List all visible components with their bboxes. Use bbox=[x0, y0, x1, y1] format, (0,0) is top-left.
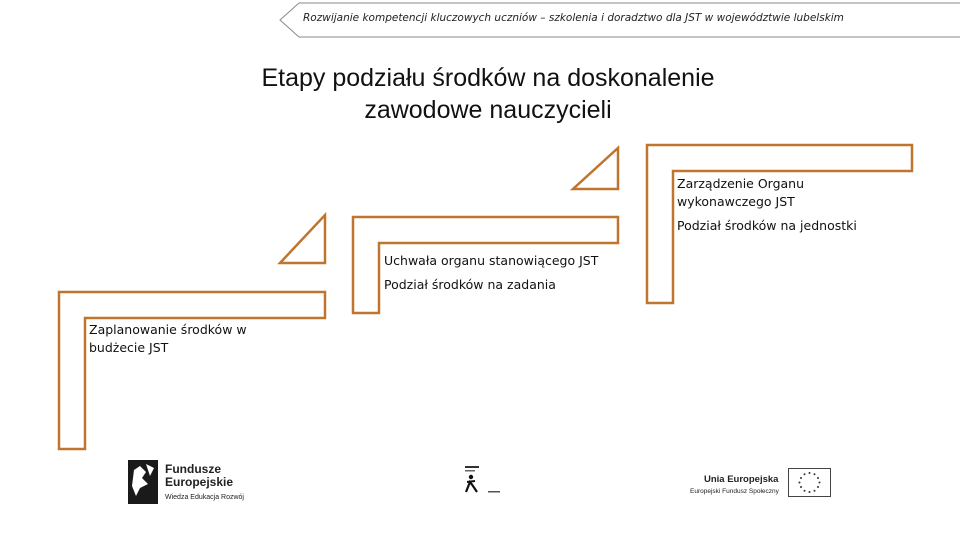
step-2-arrow bbox=[573, 148, 618, 189]
person-logo-icon bbox=[459, 464, 504, 496]
step-1-arrow bbox=[280, 215, 325, 263]
eu-line2: Europejski Fundusz Społeczny bbox=[690, 488, 779, 495]
fe-star-logo-icon bbox=[128, 460, 158, 504]
fe-logo-text bbox=[165, 463, 244, 504]
eu-logo-text bbox=[690, 474, 779, 498]
step-2-line1: Uchwała organu stanowiącego JST bbox=[384, 253, 599, 268]
eu-flag-icon bbox=[788, 468, 832, 498]
step-1-line1: Zaplanowanie środków w bbox=[89, 322, 247, 337]
step-3-line1: Zarządzenie Organu bbox=[677, 176, 805, 191]
step-1-text bbox=[89, 321, 247, 357]
slide-title-line2: zawodowe nauczycieli bbox=[364, 96, 612, 124]
step-3-text bbox=[677, 175, 857, 235]
step-3-line2: wykonawczego JST bbox=[677, 194, 795, 209]
step-3-line3: Podział środków na jednostki bbox=[677, 218, 857, 233]
fe-line2: Europejskie bbox=[165, 475, 234, 489]
slide-title-line1: Etapy podziału środków na doskonalenie bbox=[261, 64, 715, 92]
step-1-line2: budżecie JST bbox=[89, 340, 169, 355]
step-1-shape bbox=[59, 292, 325, 449]
step-2-line2: Podział środków na zadania bbox=[384, 277, 556, 292]
fe-line3: Wiedza Edukacja Rozwój bbox=[165, 494, 244, 501]
eu-line1: Unia Europejska bbox=[704, 474, 779, 485]
step-2-text bbox=[384, 249, 598, 297]
fe-line1: Fundusze bbox=[165, 462, 221, 476]
banner-text: Rozwijanie kompetencji kluczowych uczniów – szkolenia i doradztwo dla JST w województwie lubelskim bbox=[303, 12, 844, 24]
